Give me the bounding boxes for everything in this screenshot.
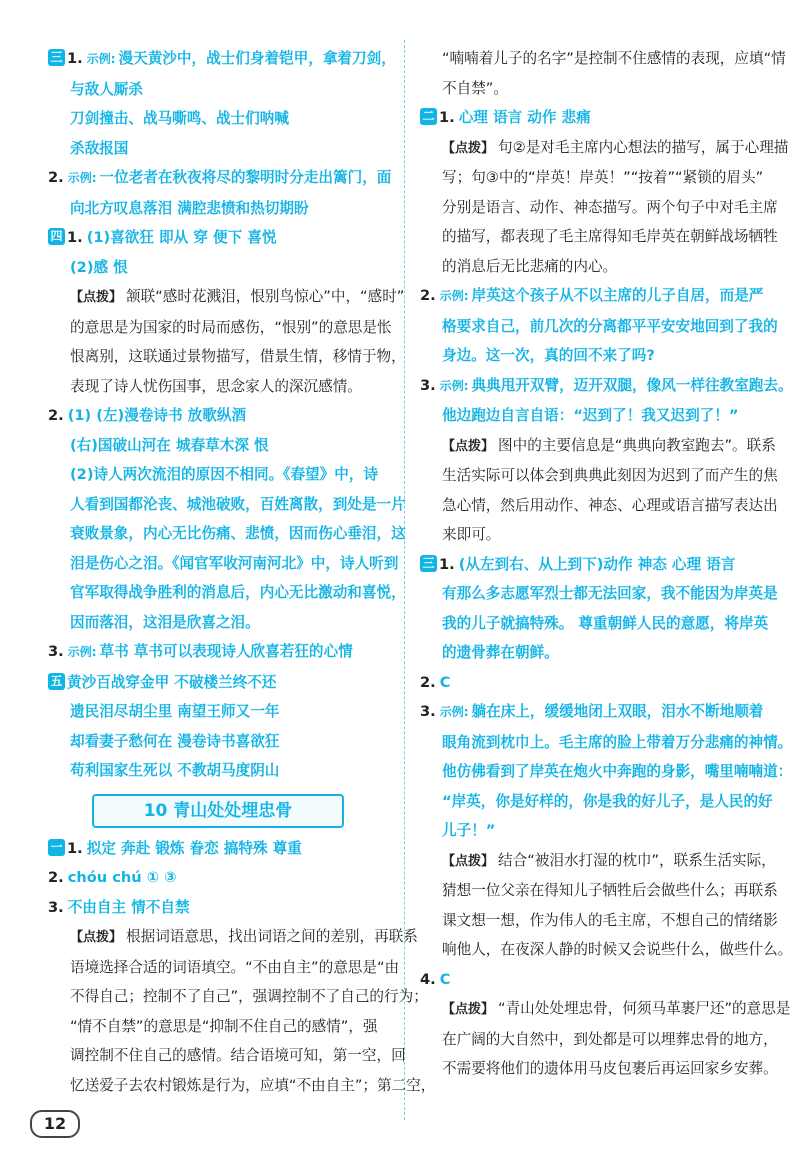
tip-text: 生活实际可以体会到典典此刻因为迟到了而产生的焦 [442,467,778,484]
tip-text: 的描写，都表现了毛主席得知毛岸英在朝鲜战场牺牲 [442,228,778,245]
s1-q1-line1 [48,834,390,864]
question-number: 1. [439,109,455,126]
r-s2-tip2-line3 [420,491,778,521]
section-marker-3: 三 [48,49,65,66]
left-column [48,44,436,1100]
example-tag: 示例: [67,171,97,185]
s1-tip-line4 [48,1012,390,1042]
tip-text: “青山处处埋忠骨，何须马革裹尸还”的意思是 [498,1000,791,1017]
r-s3-q1-line4 [420,638,760,668]
r-s2-tip-line3 [420,193,778,223]
tip-text: 急心情，然后用动作、神态、心理或语言描写表达出 [442,496,778,514]
s4-q2-line4 [48,490,406,520]
s4-tip-line4 [48,372,390,402]
tip-text: 句②是对毛主席内心想法的描写，属于心理描 [498,138,789,156]
answer-text: 衰败景象，内心无比伤痛、悲愤，因而伤心垂泪，这 [70,525,406,542]
r-s3-tip2-line2 [420,1025,778,1055]
answer-text: 岸英这个孩子从不以主席的儿子自居，而是严 [471,287,764,304]
r-s3-q3-line5 [420,816,760,846]
s1-q3-line1 [48,893,390,923]
r-s3-q2-line1 [420,668,760,698]
tip-text: 来即可。 [442,526,501,543]
question-number: 1. [439,555,455,573]
cont-line1 [420,44,786,74]
s4-q1-line1 [48,223,390,253]
tip-text: 不需要将他们的遗体用马皮包裹后再运回家乡安葬。 [442,1060,778,1077]
tip-text: 调控制不住自己的感情。结合语境可知，第一空，回 [70,1047,406,1064]
r-s3-q4-line1 [420,965,760,995]
answer-text: 杀敌报国 [70,139,129,157]
s3-q2-line1 [48,163,390,194]
section-marker-3: 三 [420,555,437,572]
s3-q1-line4 [48,134,390,164]
tip-text: 图中的主要信息是“典典向教室跑去”。联系 [498,436,776,454]
question-number: 3. [420,703,436,720]
r-s2-tip-line5 [420,252,760,282]
r-s3-q3-line3 [420,757,793,787]
section-marker-5: 五 [48,673,65,690]
s1-tip-line1 [48,922,418,953]
tip-text: 写；句③中的“岸英！岸英！”“按着”“紧锁的眉头” [442,169,764,186]
tip-text: 恨离别，这联通过景物描写，借景生情，移情于物， [70,348,406,365]
answer-text: 身边。这一次，真的回不来了吗? [442,347,655,364]
r-s2-q2-line2 [420,312,778,342]
answer-text: 却看妻子愁何在 漫卷诗书喜欲狂 [70,732,280,750]
r-s2-q2-line3 [420,341,760,371]
answer-text: (右)国破山河在 城春草木深 恨 [70,436,269,454]
answer-text: “岸英，你是好样的，你是我的好儿子，是人民的好 [442,792,773,810]
answer-text: 一位老者在秋夜将尽的黎明时分走出篱门，面 [99,169,392,186]
tip-text: 不自禁”。 [442,79,508,97]
section-marker-1: 一 [48,839,65,856]
tip-text: 表现了诗人忧伤国事，思念家人的深沉感情。 [70,377,362,395]
r-s3-tip-line4 [420,935,793,965]
r-s2-tip2-line2 [420,461,778,491]
answer-text: 不由自主 情不自禁 [67,898,190,916]
question-number: 1. [67,229,83,246]
r-s2-tip2-line1 [420,431,776,462]
r-s3-tip-line1 [420,846,776,877]
answer-text: 他边跑边自言自语：“迟到了！我又迟到了！” [442,407,739,424]
right-column [420,44,793,1084]
r-s3-q3-line4 [420,787,773,817]
question-number: 4. [420,970,436,988]
s5-line4 [48,756,390,786]
answer-text: 有那么多志愿军烈士都无法回家，我不能因为岸英是 [442,585,778,602]
question-number: 3. [48,643,64,660]
question-number: 3. [48,898,64,916]
tip-text: 不得自己；控制不了自己”，强调控制不了自己的行为； [70,988,428,1005]
s3-q1-line1 [48,44,396,75]
s1-tip-line2 [48,953,400,983]
example-tag: 示例: [439,705,469,719]
example-tag: 示例: [86,52,116,66]
s4-q2-line2 [48,431,390,461]
lesson-title: 10 青山处处埋忠骨 [92,794,344,828]
tip-text: 颔联“感时花溅泪，恨别鸟惊心”中，“感时” [126,288,405,305]
s1-tip-line6 [48,1071,436,1101]
answer-text: 人看到国都沦丧、城池破败，百姓离散，到处是一片 [70,495,406,513]
s4-q2-line3 [48,460,390,490]
tip-text: 响他人，在夜深人静的时候又会说些什么，做些什么。 [442,941,793,958]
question-number: 2. [420,673,436,691]
question-number: 2. [48,869,64,886]
s4-tip-line2 [48,313,390,343]
tip-text: 猜想一位父亲在得知儿子牺牲后会做些什么；再联系 [442,882,778,899]
page-number: 12 [30,1110,80,1138]
r-s3-tip-line3 [420,906,778,936]
answer-text: (2)诗人两次流泪的原因不相同。《春望》中，诗 [70,466,379,483]
answer-text: 心理 语言 动作 悲痛 [458,109,591,126]
answer-text: 我的儿子就搞特殊。 尊重朝鲜人民的意愿，将岸英 [442,614,769,632]
tip-text: 根据词语意思，找出词语之间的差别，再联系 [126,928,418,945]
answer-text: 眼角流到枕巾上。毛主席的脸上带着万分悲痛的神情。 [442,733,793,751]
r-s3-q1-line2 [420,579,778,609]
question-number: 1. [67,50,83,67]
tip-text: “情不自禁”的意思是“抑制不住自己的感情”，强 [70,1017,378,1035]
r-s2-tip-line2 [420,163,764,193]
r-s3-q1-line1 [420,550,760,580]
r-s2-q3-line2 [420,401,760,431]
tip-text: “喃喃着儿子的名字”是控制不住感情的表现，应填“情 [442,50,786,67]
example-tag: 示例: [439,378,469,393]
s4-q2-line6 [48,549,399,579]
r-s2-tip-line1 [420,133,789,164]
answer-text: 向北方叹息落泪 满腔悲愤和热切期盼 [70,199,309,217]
tip-label: 【点拨】 [442,853,495,869]
answer-text: 苟利国家生死以 不教胡马度阴山 [70,762,280,779]
s4-q2-line5 [48,519,406,549]
tip-text: 分别是语言、动作、神态描写。两个句子中对毛主席 [442,198,778,216]
answer-text: 与敌人厮杀 [70,80,143,98]
tip-text: 的意思是为国家的时局而感伤，“恨别”的意思是怅 [70,318,392,336]
answer-text: C [439,673,451,691]
r-s3-q3-line2 [420,728,793,758]
s4-q3-line1 [48,637,390,668]
answer-text: 他仿佛看到了岸英在炮火中奔跑的身影，嘴里喃喃道： [442,763,793,780]
r-s3-q3-line1 [420,697,764,728]
tip-label: 【点拨】 [70,290,123,305]
tip-text: 忆送爱子去农村锻炼是行为，应填“不由自主”；第二空， [70,1076,436,1094]
s3-q1-line2 [48,75,390,105]
answer-text: 拟定 奔赴 锻炼 眷恋 搞特殊 尊重 [86,839,302,857]
answer-text: 黄沙百战穿金甲 不破楼兰终不还 [67,673,277,691]
answer-text: 遗民泪尽胡尘里 南望王师又一年 [70,703,280,720]
answer-text: 官军取得战争胜利的消息后，内心无比激动和喜悦， [70,584,406,601]
answer-text: chóu chú ① ③ [67,869,177,886]
s3-q2-line2 [48,194,390,224]
s4-q2-line8 [48,608,390,638]
answer-text: 躺在床上，缓缓地闭上双眼，泪水不断地顺着 [471,703,764,720]
answer-text: (1) (左)漫卷诗书 放歌纵酒 [67,407,247,424]
answer-text: 漫天黄沙中，战士们身着铠甲，拿着刀剑， [118,50,396,67]
r-s3-q1-line3 [420,609,769,639]
s5-line2 [48,697,390,727]
answer-text: 典典甩开双臂，迈开双腿，像风一样往教室跑去。 [471,376,793,394]
cont-line2 [420,74,760,104]
r-s3-tip-line2 [420,876,778,906]
question-number: 2. [420,287,436,304]
answer-text: C [439,970,451,988]
answer-text: 的遗骨葬在朝鲜。 [442,644,559,661]
tip-text: 结合“被泪水打湿的枕巾”，联系生活实际， [498,851,776,869]
question-number: 1. [67,839,83,857]
answer-text: (2)感 恨 [70,258,128,276]
r-s2-tip2-line4 [420,520,760,550]
answer-text: (1)喜欲狂 即从 穿 便下 喜悦 [86,229,277,246]
r-s2-q2-line1 [420,281,764,312]
s4-q2-line7 [48,578,406,608]
section-marker-2: 二 [420,108,437,125]
question-number: 3. [420,376,436,394]
answer-text: 泪是伤心之泪。《闻官军收河南河北》中，诗人听到 [70,554,399,572]
s5-line3 [48,727,390,757]
tip-text: 在广阔的大自然中，到处都是可以埋葬忠骨的地方， [442,1030,778,1048]
tip-text: 语境选择合适的词语填空。“不由自主”的意思是“由 [70,958,400,976]
s1-tip-line5 [48,1041,406,1071]
tip-label: 【点拨】 [442,438,495,454]
question-number: 2. [48,407,64,424]
tip-text: 课文想一想，作为伟人的毛主席，不想自己的情绪影 [442,911,778,929]
answer-text: 格要求自己，前几次的分离都平平安安地回到了我的 [442,317,778,335]
s4-q1-line2 [48,253,390,283]
s3-q1-line3 [48,104,390,134]
r-s2-q3-line1 [420,371,793,402]
r-s2-q1-line1 [420,103,760,133]
section-marker-4: 四 [48,228,65,245]
s1-tip-line3 [48,982,428,1012]
tip-label: 【点拨】 [442,140,495,156]
s4-tip-line3 [48,342,406,372]
tip-label: 【点拨】 [70,930,123,945]
answer-text: 儿子！” [442,822,496,839]
answer-text: 因而落泪，这泪是欣喜之泪。 [70,613,260,631]
s4-q2-line1 [48,401,390,431]
s4-tip-line1 [48,282,405,313]
answer-text: (从左到右、从上到下)动作 神态 心理 语言 [458,555,736,573]
example-tag: 示例: [67,645,97,659]
question-number: 2. [48,169,64,186]
example-tag: 示例: [439,289,469,303]
r-s3-tip2-line3 [420,1054,778,1084]
answer-text: 刀剑撞击、战马嘶鸣、战士们呐喊 [70,110,289,127]
r-s3-tip2-line1 [420,994,791,1025]
answer-text: 草书 草书可以表现诗人欣喜若狂的心情 [99,643,353,660]
tip-label: 【点拨】 [442,1002,495,1017]
r-s2-tip-line4 [420,222,778,252]
tip-text: 的消息后无比悲痛的内心。 [442,257,618,275]
s1-q2-line1 [48,863,390,893]
s5-line1 [48,668,390,698]
